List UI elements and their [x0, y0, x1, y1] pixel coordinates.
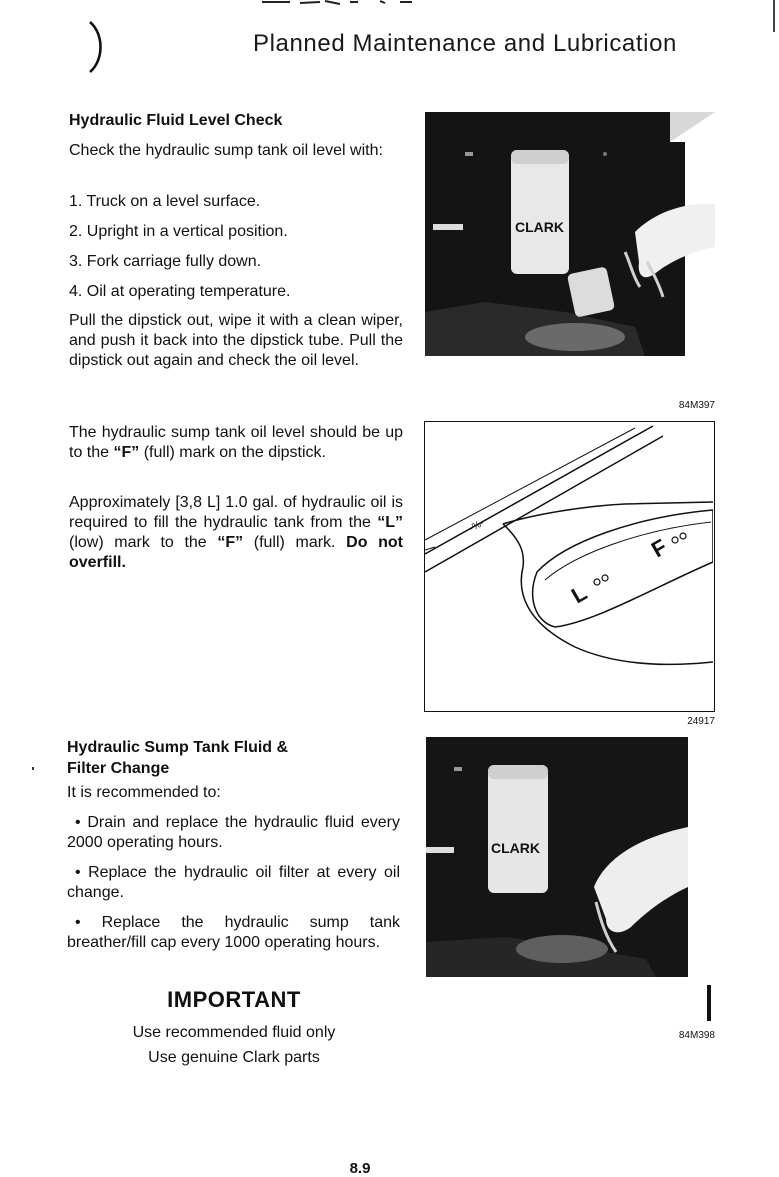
- step-3: 3. Fork carriage fully down.: [69, 253, 262, 270]
- section2-heading-line1: Hydraulic Sump Tank Fluid &: [67, 739, 289, 756]
- fill-text-1: Approximately [3,8 L] 1.0 gal. of hydraulic oil is required to fill the hydraulic tank from the: [69, 494, 403, 531]
- bullet-1-text: Drain and replace the hydraulic fluid every 2000 operating hours.: [67, 814, 401, 851]
- important-line-2: Use genuine Clark parts: [148, 1049, 320, 1066]
- important-title: IMPORTANT: [167, 987, 301, 1012]
- important-line-1: Use recommended fluid only: [132, 1024, 336, 1041]
- bracket-mark: [84, 18, 108, 76]
- filter-brand-label: CLARK: [515, 219, 564, 235]
- page-header-title: Planned Maintenance and Lubrication: [253, 30, 677, 57]
- photo2-caption: 84M398: [678, 1030, 715, 1041]
- level-note-pre: The hydraulic sump tank oil level should be up to the: [69, 424, 403, 461]
- bullet-2-text: Replace the hydraulic oil filter at every oil change.: [67, 864, 401, 901]
- step-1: 1. Truck on a level surface.: [69, 193, 261, 210]
- level-note: [69, 423, 403, 463]
- dipstick-f-mark: F: [647, 533, 672, 563]
- bullet-replace-cap: [67, 913, 400, 953]
- photo1-caption: 84M397: [678, 400, 715, 411]
- step-2: 2. Upright in a vertical position.: [69, 223, 288, 240]
- bullet-replace-filter: [67, 863, 400, 903]
- step-4: 4. Oil at operating temperature.: [69, 283, 291, 300]
- section2-heading-line2: Filter Change: [67, 760, 170, 777]
- dipstick-procedure: Pull the dipstick out, wipe it with a clean wiper, and push it back into the dipstick tube. Pull the dipstick out again and check the oil level.: [69, 312, 403, 369]
- level-note-post: (full) mark on the dipstick.: [139, 444, 326, 461]
- filter-brand-label-2: CLARK: [491, 840, 540, 856]
- margin-mark: [32, 767, 34, 770]
- bullet-3-text: Replace the hydraulic sump tank breather/fill cap every 1000 operating hours.: [67, 914, 401, 951]
- fill-text-3: (full) mark.: [243, 534, 347, 551]
- svg-text:-%-: -%-: [467, 517, 487, 535]
- right-edge-mark: [773, 0, 775, 32]
- scan-artifact-marks: [250, 0, 430, 8]
- fill-mark-f: “F”: [217, 534, 244, 551]
- photo-hydraulic-filter-change: [426, 737, 716, 977]
- margin-bar: [707, 985, 711, 1021]
- section1-heading: Hydraulic Fluid Level Check: [69, 112, 283, 129]
- fill-warning: Do not overfill.: [69, 534, 403, 571]
- fill-mark-l: “L”: [377, 514, 403, 531]
- diagram-dipstick-marks: [424, 421, 715, 712]
- fill-note: [69, 493, 403, 573]
- photo-hydraulic-filter-dipstick: [425, 112, 715, 356]
- bullet-drain-replace: [67, 813, 400, 853]
- section1-intro: Check the hydraulic sump tank oil level with:: [69, 142, 383, 159]
- fill-text-2: (low) mark to the: [69, 534, 218, 551]
- page-number: 8.9: [349, 1160, 371, 1177]
- diagram-caption: 24917: [687, 716, 715, 727]
- dipstick-l-mark: L: [567, 579, 592, 609]
- section2-intro: It is recommended to:: [67, 784, 221, 801]
- level-note-mark: “F”: [113, 444, 140, 461]
